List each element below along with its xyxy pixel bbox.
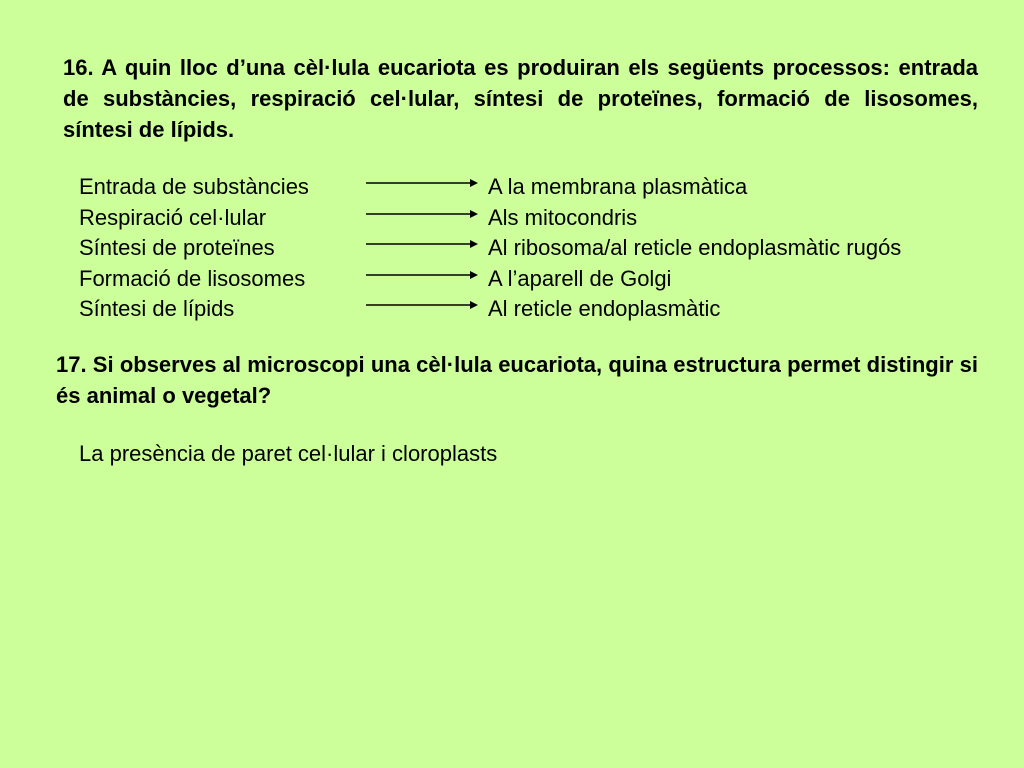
process-label: Formació de lisosomes	[79, 265, 306, 291]
pair-row-2	[79, 203, 999, 234]
question-16: 16. A quin lloc d’una cèl·lula eucariota es produiran els següents processos: entrada de substàncies, respiració cel·lular, síntesi de proteïnes, formació de lisosomes, síntesi de lípids.	[63, 55, 978, 142]
arrow-right-icon	[366, 175, 478, 191]
pair-row-4	[79, 264, 999, 295]
process-label: Respiració cel·lular	[79, 204, 267, 230]
answer-17: La presència de paret cel·lular i cloroplasts	[79, 441, 498, 466]
arrow-right-icon	[366, 206, 478, 222]
process-label: Entrada de substàncies	[79, 174, 309, 199]
location-label: Al reticle endoplasmàtic	[488, 296, 721, 321]
pair-row-3	[79, 233, 999, 264]
question-17: 17. Si observes al microscopi una cèl·lula eucariota, quina estructura permet distingir si és animal o vegetal?	[56, 352, 978, 408]
process-label: Síntesi de proteïnes	[79, 235, 275, 260]
arrow-right-icon	[366, 236, 478, 252]
process-location-list	[79, 172, 999, 325]
arrow-right-icon	[366, 297, 478, 313]
pair-row-1	[79, 172, 999, 203]
location-label: Als mitocondris	[488, 204, 638, 230]
pair-row-5	[79, 294, 999, 325]
location-label: A la membrana plasmàtica	[488, 174, 748, 199]
location-label: A l’aparell de Golgi	[488, 265, 672, 291]
process-label: Síntesi de lípids	[79, 296, 235, 321]
arrow-right-icon	[366, 267, 478, 283]
location-label: Al ribosoma/al reticle endoplasmàtic rugós	[488, 235, 902, 260]
